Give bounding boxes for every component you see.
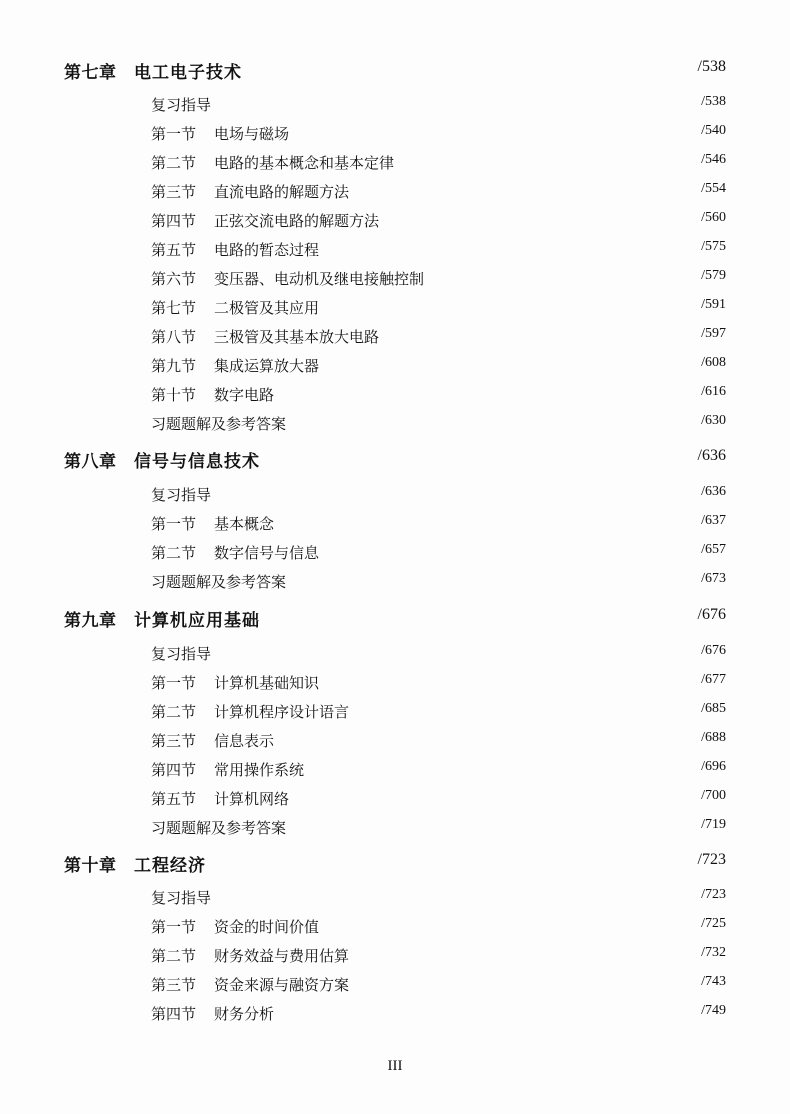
section-label: 第九节: [151, 357, 197, 375]
toc-entry[interactable]: [0, 94, 790, 120]
toc-entry[interactable]: [0, 326, 790, 352]
toc-entry[interactable]: [0, 1003, 790, 1029]
entry-page-number: /696: [701, 759, 726, 774]
entry-title: 直流电路的解题方法: [214, 183, 350, 201]
toc-entry[interactable]: [0, 513, 790, 539]
entry-title: 资金的时间价值: [214, 918, 320, 936]
entry-page-number: /725: [701, 916, 726, 931]
toc-entry[interactable]: [0, 413, 790, 439]
toc-entry[interactable]: [0, 730, 790, 756]
chapter-title: 电工电子技术: [134, 63, 242, 83]
section-label: 第一节: [151, 918, 197, 936]
entry-page-number: /700: [701, 788, 726, 803]
entry-title: 复习指导: [151, 645, 212, 663]
chapter-heading-row[interactable]: [0, 851, 790, 877]
toc-entry[interactable]: [0, 916, 790, 942]
entry-page-number: /677: [701, 672, 726, 687]
entry-page-number: /591: [701, 297, 726, 312]
entry-title: 习题题解及参考答案: [151, 819, 287, 837]
toc-entry[interactable]: [0, 152, 790, 178]
toc-entry[interactable]: [0, 210, 790, 236]
entry-title: 正弦交流电路的解题方法: [214, 212, 380, 230]
entry-title: 计算机网络: [214, 790, 290, 808]
section-label: 第一节: [151, 674, 197, 692]
toc-entry[interactable]: [0, 268, 790, 294]
entry-page-number: /732: [701, 945, 726, 960]
section-label: 第十节: [151, 386, 197, 404]
toc-entry[interactable]: [0, 542, 790, 568]
toc-entry[interactable]: [0, 817, 790, 843]
chapter-heading-row[interactable]: [0, 58, 790, 84]
toc-entry[interactable]: [0, 239, 790, 265]
entry-page-number: /597: [701, 326, 726, 341]
section-label: 第三节: [151, 732, 197, 750]
section-label: 第五节: [151, 241, 197, 259]
entry-title: 集成运算放大器: [214, 357, 320, 375]
toc-entry[interactable]: [0, 701, 790, 727]
entry-title: 计算机程序设计语言: [214, 703, 350, 721]
entry-title: 财务效益与费用估算: [214, 947, 350, 965]
chapter-page-number: /538: [697, 58, 726, 75]
entry-page-number: /575: [701, 239, 726, 254]
entry-title: 习题题解及参考答案: [151, 415, 287, 433]
toc-entry[interactable]: [0, 643, 790, 669]
section-label: 第一节: [151, 125, 197, 143]
chapter-title: 工程经济: [134, 856, 206, 876]
entry-page-number: /685: [701, 701, 726, 716]
chapter-page-number: /723: [697, 851, 726, 868]
section-label: 第二节: [151, 544, 197, 562]
section-label: 第三节: [151, 183, 197, 201]
section-label: 第一节: [151, 515, 197, 533]
toc-entry[interactable]: [0, 484, 790, 510]
chapter-label: 第九章: [64, 611, 117, 631]
entry-page-number: /630: [701, 413, 726, 428]
entry-page-number: /546: [701, 152, 726, 167]
entry-title: 信息表示: [214, 732, 275, 750]
toc-entry[interactable]: [0, 788, 790, 814]
chapter-page-number: /636: [697, 447, 726, 464]
entry-title: 常用操作系统: [214, 761, 305, 779]
toc-entry[interactable]: [0, 355, 790, 381]
entry-title: 三极管及其基本放大电路: [214, 328, 380, 346]
entry-title: 电场与磁场: [214, 125, 290, 143]
chapter-heading-row[interactable]: [0, 606, 790, 632]
footer-page-number: III: [387, 1058, 403, 1074]
chapter-label: 第八章: [64, 452, 117, 472]
chapter-heading-row[interactable]: [0, 447, 790, 473]
entry-page-number: /673: [701, 571, 726, 586]
section-label: 第三节: [151, 976, 197, 994]
section-label: 第四节: [151, 761, 197, 779]
entry-page-number: /538: [701, 94, 726, 109]
toc-entry[interactable]: [0, 384, 790, 410]
chapter-label: 第七章: [64, 63, 117, 83]
toc-entry[interactable]: [0, 974, 790, 1000]
entry-title: 资金来源与融资方案: [214, 976, 350, 994]
entry-page-number: /636: [701, 484, 726, 499]
toc-entry[interactable]: [0, 571, 790, 597]
section-label: 第六节: [151, 270, 197, 288]
entry-page-number: /637: [701, 513, 726, 528]
entry-page-number: /688: [701, 730, 726, 745]
section-label: 第八节: [151, 328, 197, 346]
entry-page-number: /560: [701, 210, 726, 225]
entry-page-number: /719: [701, 817, 726, 832]
section-label: 第四节: [151, 212, 197, 230]
toc-entry[interactable]: [0, 181, 790, 207]
entry-title: 数字信号与信息: [214, 544, 320, 562]
entry-title: 习题题解及参考答案: [151, 573, 287, 591]
chapter-label: 第十章: [64, 856, 117, 876]
chapter-title: 计算机应用基础: [134, 611, 260, 631]
entry-title: 电路的基本概念和基本定律: [214, 154, 395, 172]
entry-page-number: /749: [701, 1003, 726, 1018]
entry-page-number: /743: [701, 974, 726, 989]
entry-title: 数字电路: [214, 386, 275, 404]
toc-entry[interactable]: [0, 123, 790, 149]
section-label: 第二节: [151, 947, 197, 965]
entry-page-number: /579: [701, 268, 726, 283]
entry-title: 复习指导: [151, 486, 212, 504]
entry-page-number: /608: [701, 355, 726, 370]
toc-entry[interactable]: [0, 297, 790, 323]
section-label: 第七节: [151, 299, 197, 317]
section-label: 第二节: [151, 154, 197, 172]
entry-title: 计算机基础知识: [214, 674, 320, 692]
entry-title: 基本概念: [214, 515, 275, 533]
toc-entry[interactable]: [0, 759, 790, 785]
entry-page-number: /723: [701, 887, 726, 902]
entry-title: 变压器、电动机及继电接触控制: [214, 270, 425, 288]
toc-entry[interactable]: [0, 887, 790, 913]
entry-title: 复习指导: [151, 96, 212, 114]
entry-page-number: /616: [701, 384, 726, 399]
chapter-page-number: /676: [697, 606, 726, 623]
section-label: 第二节: [151, 703, 197, 721]
entry-title: 电路的暂态过程: [214, 241, 320, 259]
chapter-title: 信号与信息技术: [134, 452, 260, 472]
entry-page-number: /657: [701, 542, 726, 557]
toc-entry[interactable]: [0, 945, 790, 971]
entry-title: 财务分析: [214, 1005, 275, 1023]
entry-page-number: /554: [701, 181, 726, 196]
entry-page-number: /676: [701, 643, 726, 658]
toc-entry[interactable]: [0, 672, 790, 698]
entry-title: 二极管及其应用: [214, 299, 320, 317]
entry-page-number: /540: [701, 123, 726, 138]
entry-title: 复习指导: [151, 889, 212, 907]
section-label: 第五节: [151, 790, 197, 808]
section-label: 第四节: [151, 1005, 197, 1023]
